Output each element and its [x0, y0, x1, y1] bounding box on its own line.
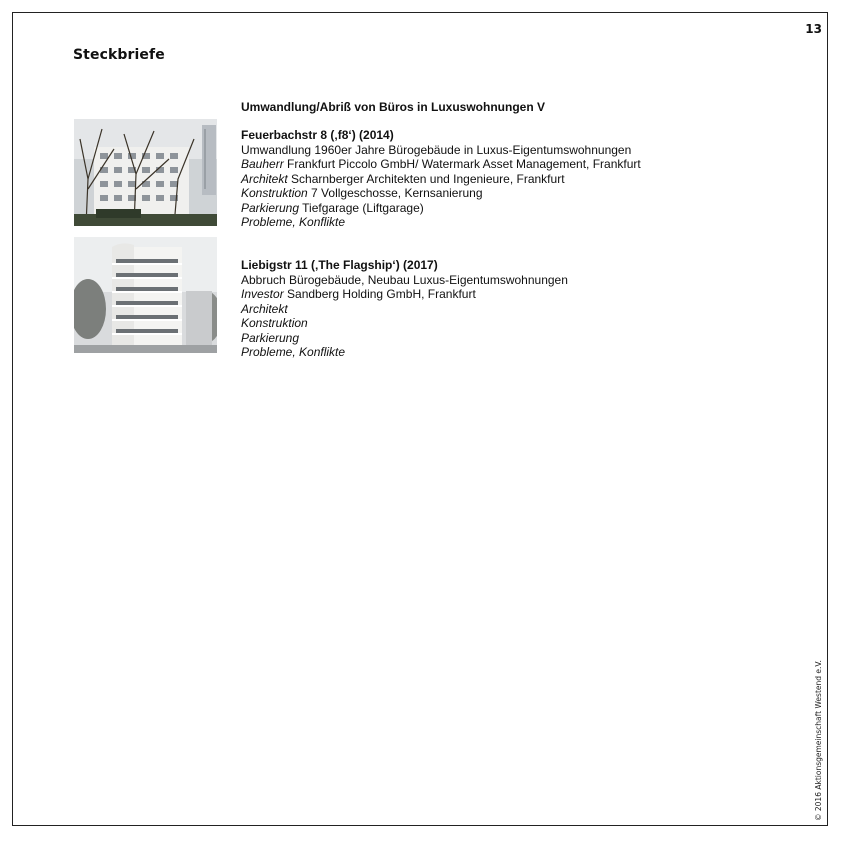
field-label: Architekt: [241, 301, 288, 316]
field-investor: [241, 287, 568, 302]
entry-title: Feuerbachstr 8 (‚f8‘) (2014): [241, 128, 394, 142]
field-label: Bauherr: [241, 157, 284, 171]
field-value: 7 Vollgeschosse, Kernsanierung: [311, 186, 483, 200]
field-label: Parkierung: [241, 200, 300, 215]
field-label: Konstruktion: [241, 316, 308, 330]
building-rendering-liebigstr: [74, 237, 217, 353]
entry-feuerbachstr: [241, 128, 641, 230]
field-value: Sandberg Holding GmbH, Frankfurt: [287, 287, 476, 301]
field-konstruktion: [241, 316, 568, 331]
entry-title: Liebigstr 11 (‚The Flagship‘) (2017): [241, 258, 438, 272]
copyright-notice: © 2016 Aktionsgemeinschaft Westend e.V.: [814, 660, 823, 821]
field-architekt: [241, 302, 568, 317]
field-label: Architekt: [241, 171, 288, 186]
field-value: Tiefgarage (Liftgarage): [302, 200, 424, 215]
entry-liebigstr: [241, 258, 568, 360]
entry-description: Abbruch Bürogebäude, Neubau Luxus-Eigentumswohnungen: [241, 272, 568, 287]
field-value: Scharnberger Architekten und Ingenieure, Frankfurt: [291, 171, 565, 186]
document-heading: Umwandlung/Abriß von Büros in Luxuswohnungen V: [241, 100, 545, 114]
field-label: Probleme, Konflikte: [241, 215, 346, 229]
field-parkierung: [241, 201, 641, 216]
field-parkierung: [241, 331, 568, 346]
field-label: Parkierung: [241, 330, 300, 345]
field-probleme: [241, 345, 568, 360]
section-title: Steckbriefe: [73, 47, 165, 63]
field-bauherr: [241, 157, 641, 172]
field-probleme: [241, 215, 641, 230]
field-label: Konstruktion: [241, 186, 308, 200]
field-value: Frankfurt Piccolo GmbH/ Watermark Asset Management, Frankfurt: [287, 157, 641, 171]
field-architekt: [241, 172, 641, 187]
field-label: Probleme, Konflikte: [241, 345, 346, 359]
field-label: Investor: [241, 287, 284, 301]
building-photo-feuerbachstr: [74, 119, 217, 226]
page-number: 13: [805, 22, 822, 36]
field-konstruktion: [241, 186, 641, 201]
entry-description: Umwandlung 1960er Jahre Bürogebäude in Luxus-Eigentumswohnungen: [241, 142, 632, 157]
